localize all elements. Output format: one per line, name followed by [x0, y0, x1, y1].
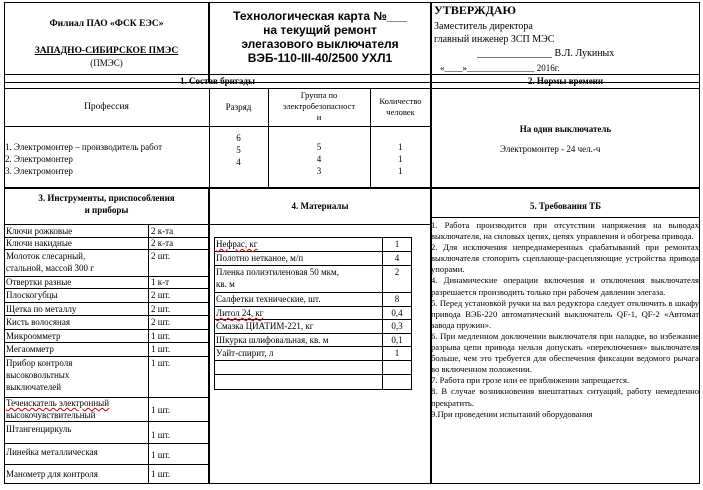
time-norms-title: 2. Нормы времени	[527, 76, 604, 86]
material-3-qty: 2	[394, 267, 400, 277]
tool-11-name-1-text: Течеискатель электронный	[6, 398, 110, 408]
branch-name: Филиал ПАО «ФСК ЕЭС»	[49, 19, 164, 29]
time-norms-line: Электромонтер - 24 чел.-ч	[500, 144, 601, 154]
brigade-row-1-count: 1	[398, 142, 403, 152]
tool-10-name-1: Прибор контроля	[6, 358, 73, 368]
col-count-2: человек	[386, 107, 415, 117]
tool-4-qty: 1 к-т	[151, 277, 170, 287]
approve-date: «____»_______________ 2016г.	[440, 63, 560, 73]
brigade-row-2-grade: 5	[236, 145, 241, 155]
safety-item-8: 8. В случае возникновения внештатных ситуаций, работу немедленно прекратить.	[431, 386, 699, 408]
material-1-qty: 1	[394, 239, 400, 249]
tool-3-name-2: стальной, массой 300 г	[6, 263, 94, 273]
tool-13-name: Линейка металлическая	[6, 447, 98, 457]
approve-line-2: главный инженер ЗСП МЭС	[434, 34, 555, 45]
material-2-qty: 4	[394, 253, 400, 263]
material-1-name-text: Нефрас, кг	[216, 239, 258, 249]
divider	[4, 342, 209, 343]
divider	[214, 251, 412, 252]
divider	[4, 302, 209, 303]
divider	[214, 306, 412, 307]
pmes-abbr: (ПМЭС)	[90, 58, 123, 68]
col-grade: Разряд	[225, 102, 252, 112]
divider	[214, 346, 412, 347]
tool-13-qty: 1 шт.	[151, 450, 171, 460]
approve-signature: _______________ В.Л. Лукиных	[477, 48, 615, 59]
col-group-1: Группа по	[300, 90, 338, 100]
material-6-qty: 0,3	[391, 321, 403, 331]
col-group-3: и	[316, 112, 322, 122]
title-line-4: ВЭБ-110-III-40/2500 УХЛ1	[247, 51, 393, 65]
tool-8-name: Микроомметр	[6, 331, 61, 341]
divider	[4, 443, 209, 444]
tool-5-qty: 2 шт.	[151, 290, 171, 300]
col-group-2: электробезопасност	[282, 101, 356, 111]
divider	[214, 319, 412, 320]
divider	[4, 329, 209, 330]
divider	[4, 249, 209, 250]
divider	[214, 360, 412, 361]
tool-4-name: Отвертки разные	[6, 277, 72, 287]
divider	[4, 356, 209, 357]
tools-title-2: и приборы	[84, 205, 129, 215]
divider	[4, 88, 431, 89]
tool-11-qty: 1 шт.	[151, 405, 171, 415]
tool-10-qty: 1 шт.	[151, 358, 171, 368]
divider	[4, 224, 209, 225]
tool-8-qty: 1 шт.	[151, 331, 171, 341]
material-7-name: Шкурка шлифовальная, кв. м	[216, 335, 329, 345]
brigade-row-2-profession: 2. Электромонтер	[5, 154, 73, 164]
divider	[214, 374, 412, 375]
brigade-row-1-profession: 1. Электромонтер – производитель работ	[5, 142, 163, 152]
tool-1-qty: 2 к-та	[151, 226, 174, 236]
tool-1-name: Ключи рожковые	[6, 226, 73, 236]
col-count-1: Количество	[379, 96, 422, 106]
material-3-name-1: Пленка полиэтиленовая 50 мкм,	[216, 267, 339, 277]
brigade-row-2-count: 1	[398, 154, 403, 164]
divider	[148, 224, 149, 484]
tool-10-name-2: высоковольтных	[6, 370, 70, 380]
brigade-row-3-grade: 4	[236, 157, 241, 167]
divider	[214, 333, 412, 334]
tool-14-qty: 1 шт.	[151, 469, 171, 479]
brigade-row-3-count: 1	[398, 166, 403, 176]
brigade-title: 1. Состав бригады	[180, 76, 255, 86]
material-4-name: Салфетки технические, шт.	[216, 294, 321, 304]
safety-item-2: 2. Для исключения непреднамеренных срабатываний при ремонтах выключателя стопорить сцеплающе-расцепляющие устройства привода упорами.	[431, 242, 699, 275]
safety-item-9: 9.При проведении испытаний оборудования	[431, 408, 593, 419]
approve-heading: УТВЕРЖДАЮ	[434, 3, 517, 17]
tool-7-qty: 2 шт.	[151, 317, 171, 327]
safety-item-7: 7. Работа при грозе или ее приближении запрещается.	[431, 375, 630, 386]
brigade-row-1-group: 5	[316, 142, 322, 152]
tool-14-name: Манометр для контроля	[6, 469, 98, 479]
divider	[214, 265, 412, 266]
tool-9-qty: 1 шт.	[151, 344, 171, 354]
material-6-name: Смазка ЦИАТИМ-221, кг	[216, 321, 314, 331]
tool-10-name-3: выключателей	[6, 382, 62, 392]
material-5-name	[216, 308, 263, 319]
tool-9-name: Мегаомметр	[6, 344, 54, 354]
divider	[4, 288, 209, 289]
safety-item-4: 4. Динамические операции включения и отключения выключателя разрешается производить только при рабочем давлении элегаза.	[431, 275, 699, 297]
tool-12-name: Штангенциркуль	[6, 424, 72, 434]
materials-title: 4. Материалы	[291, 201, 349, 211]
time-norms-subtitle: На один выключатель	[519, 124, 612, 134]
brigade-row-3-group: 3	[316, 166, 322, 176]
material-4-qty: 8	[394, 294, 400, 304]
safety-requirements	[431, 220, 699, 420]
approve-line-1: Заместитель директора	[434, 21, 533, 32]
title-line-1: Технологическая карта №___	[233, 9, 407, 23]
material-3-name-2: кв. м	[216, 279, 235, 289]
material-7-qty: 0,1	[391, 335, 403, 345]
tool-7-name: Кисть волосяная	[6, 317, 70, 327]
material-8-qty: 1	[394, 348, 400, 358]
tool-11-name-2: высокочувствительный	[6, 410, 96, 420]
tool-3-qty: 2 шт.	[151, 251, 171, 261]
divider	[431, 217, 700, 218]
title-line-3: элегазового выключателя	[241, 37, 399, 51]
divider	[4, 464, 209, 465]
tool-12-qty: 1 шт.	[151, 430, 171, 440]
tool-5-name: Плоскогубцы	[6, 290, 58, 300]
material-5-qty: 0,4	[391, 308, 403, 318]
safety-item-5: 5. Перед установкой ручки на вал редуктора следует отключить в шкафу привода ВЭБ-220 автоматический выключатель QF-1, QF-2 «Автомат завода пружин».	[431, 297, 699, 330]
divider	[209, 224, 431, 225]
col-profession: Профессия	[84, 102, 129, 112]
material-2-name: Полотно нетканое, м/п	[216, 253, 304, 263]
safety-title: 5. Требования ТБ	[529, 201, 602, 211]
tool-6-qty: 2 шт.	[151, 304, 171, 314]
tool-11-name-1	[6, 398, 109, 409]
material-1-name	[216, 239, 258, 250]
material-8-name: Уайт-спирит, л	[216, 348, 274, 358]
safety-item-1: 1. Работа производится при отсутствии напряжения на выводах выключателя, на силовых цепях, цепях управления и обогрева привода.	[431, 220, 699, 242]
tool-2-name: Ключи накидные	[6, 238, 72, 248]
brigade-row-1-grade: 6	[236, 133, 241, 143]
tool-2-qty: 2 к-та	[151, 238, 174, 248]
title-line-2: на текущий ремонт	[263, 23, 377, 37]
divider	[431, 88, 700, 89]
divider	[4, 126, 431, 127]
tool-6-name: Щетка по металлу	[6, 304, 77, 314]
tools-title-1: 3. Инструменты, приспособления	[38, 193, 175, 203]
brigade-row-3-profession: 3. Электромонтер	[5, 166, 73, 176]
divider	[4, 315, 209, 316]
tool-3-name-1: Молоток слесарный,	[6, 251, 86, 261]
brigade-row-2-group: 4	[316, 154, 322, 164]
branch-box	[4, 2, 209, 83]
divider	[214, 292, 412, 293]
divider	[4, 421, 209, 422]
material-5-name-text: Литол 24, кг	[216, 308, 264, 318]
safety-item-6: 6. При медленном доключении выключателя при наладке, во избежание разрыва цепи привода нельзя допускать «переключения» выключателя больше, чем это требуется для обеспечения фиксации ведомого рычага во включенном положении.	[431, 330, 699, 375]
pmes-name: ЗАПАДНО-СИБИРСКОЕ ПМЭС	[34, 46, 179, 56]
